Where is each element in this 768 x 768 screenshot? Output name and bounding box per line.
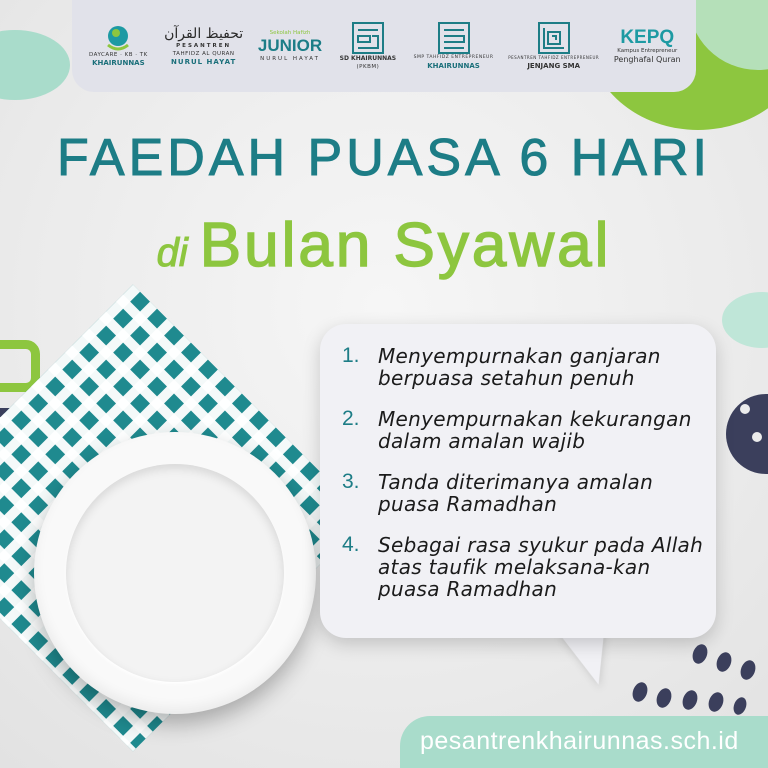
sma-logo: PESANTREN TAHFIDZ ENTREPRENEUR JENJANG SMA [508,11,599,81]
junior-logo: Sekolah Hafizh JUNIOR NURUL HAYAT [257,29,323,62]
logo-bar [72,0,696,92]
faedah-list [342,345,712,619]
sd-logo: SD KHAIRUNNAS (PKBM) [337,11,399,81]
list-item: 1. Menyempurnakan ganjaran berpuasa setahun penuh [342,344,661,390]
website-url[interactable]: pesantrenkhairunnas.sch.id [420,727,739,755]
navy-dot-decoration [740,404,750,414]
navy-dot-decoration-2 [752,432,762,442]
list-item: 4. Sebagai rasa syukur pada Allah atas taufik melaksana-kan puasa Ramadhan [342,533,704,601]
list-item: 2. Menyempurnakan kekurangan dalam amalan wajib [342,407,692,453]
list-item: 3. Tanda diterimanya amalan puasa Ramadhan [342,470,654,516]
smp-logo-icon [438,22,470,54]
sd-logo-icon [352,22,384,54]
daycare-logo-icon [104,25,132,51]
mint-blob-decoration-right-mid [722,292,768,348]
title-line-1: FAEDAH PUASA 6 HARI [57,129,711,187]
title-line-2 [0,210,768,281]
title-prefix: di [156,231,188,275]
daycare-logo: DAYCARE · KB · TK KHAIRUNNAS [87,11,149,81]
sma-logo-icon [538,22,570,54]
dot-pattern-decoration [600,640,768,720]
pesantren-logo: تحفيظ القرآن PESANTREN TAHFIDZ AL QURAN NURUL HAYAT [164,25,244,66]
mint-blob-decoration [0,30,70,100]
plate-center [66,464,284,682]
kepq-logo: KEPQ Kampus Entrepreneur Penghafal Quran [613,26,681,64]
title-main: Bulan Syawal [199,211,612,280]
smp-logo: SMP TAHFIDZ ENTREPRENEUR KHAIRUNNAS [414,11,494,81]
